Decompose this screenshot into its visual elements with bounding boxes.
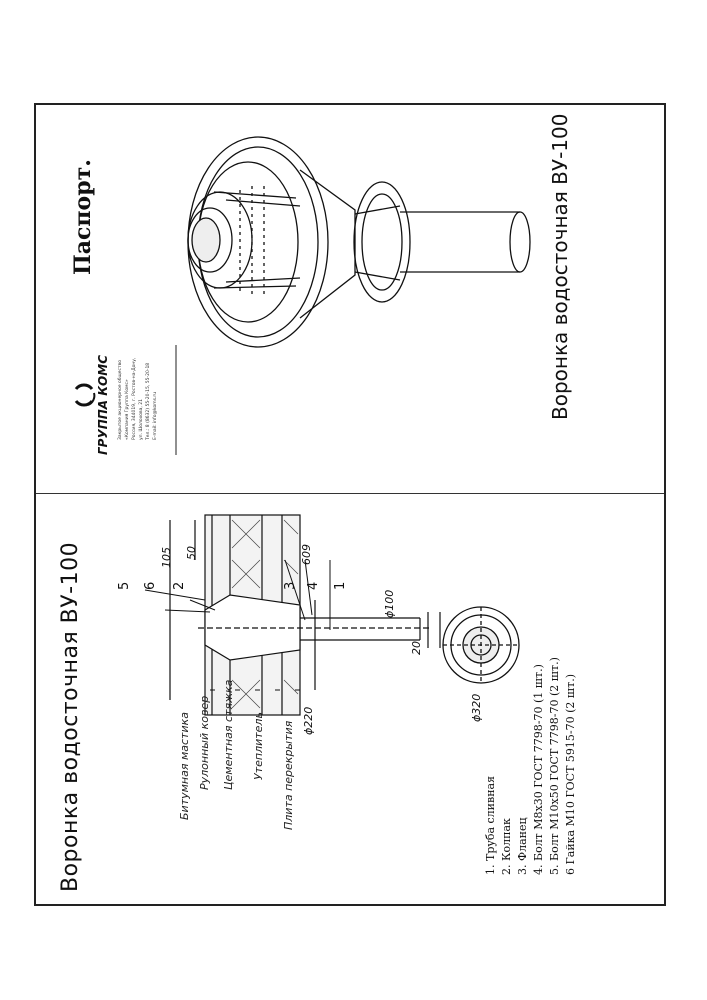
left-title: Воронка водосточная ВУ-100 — [58, 541, 83, 892]
legend-item-5: 5. Болт М10х50 ГОСТ 7798-70 (2 шт.) — [548, 657, 561, 875]
layer-label-4: Утеплитель — [252, 712, 265, 780]
funnel-sketch — [188, 137, 530, 347]
layer-label-1: Битумная мастика — [178, 712, 191, 820]
callout-1: 1 — [333, 581, 348, 590]
dim-d100: ϕ100 — [383, 589, 396, 618]
dim-609: 609 — [300, 544, 313, 565]
dim-d320: ϕ320 — [470, 693, 483, 722]
right-title: Воронка водосточная ВУ-100 — [548, 113, 572, 420]
address-line-6: E-mail: info@koms.ru — [153, 391, 158, 440]
callout-5: 5 — [117, 581, 132, 590]
dim-20: 20 — [410, 641, 423, 655]
callout-3: 3 — [283, 581, 298, 590]
company-logo-icon — [76, 385, 94, 405]
passport-heading: Паспорт. — [70, 159, 96, 275]
company-logo-text: ГРУППА КОМС — [96, 354, 110, 455]
address-line-3: Россия, 344019, г. Ростов-на-Дону, — [132, 357, 137, 440]
address-line-5: Тел.: 8 (8632) 55-20-15, 55-20-18 — [146, 362, 151, 440]
legend-item-6: 6 Гайка М10 ГОСТ 5915-70 (2 шт.) — [564, 674, 577, 875]
address-line-4: ул. Шолохова, 21 — [139, 398, 144, 440]
callout-2: 2 — [172, 581, 187, 590]
legend-item-4: 4. Болт М8х30 ГОСТ 7798-70 (1 шт.) — [532, 664, 545, 875]
dim-105: 105 — [160, 547, 173, 568]
address-line-1: Закрытое акционерное общество — [118, 359, 123, 440]
legend-item-1: 1. Труба сливная — [484, 775, 497, 875]
legend-item-3: 3. Фланец — [516, 817, 529, 875]
layer-label-5: Плита перекрытия — [282, 720, 295, 830]
dim-d220: ϕ220 — [302, 706, 315, 735]
layer-label-3: Цементная стяжка — [222, 679, 235, 790]
legend-item-2: 2. Колпак — [500, 818, 513, 875]
address-line-2: «Компания Группа Комс» — [125, 379, 130, 440]
callout-6: 6 — [143, 581, 158, 590]
layer-label-2: Рулонный ковер — [198, 695, 211, 790]
dim-50: 50 — [185, 546, 198, 560]
top-view-drawing — [443, 607, 519, 683]
callout-4: 4 — [306, 581, 321, 590]
